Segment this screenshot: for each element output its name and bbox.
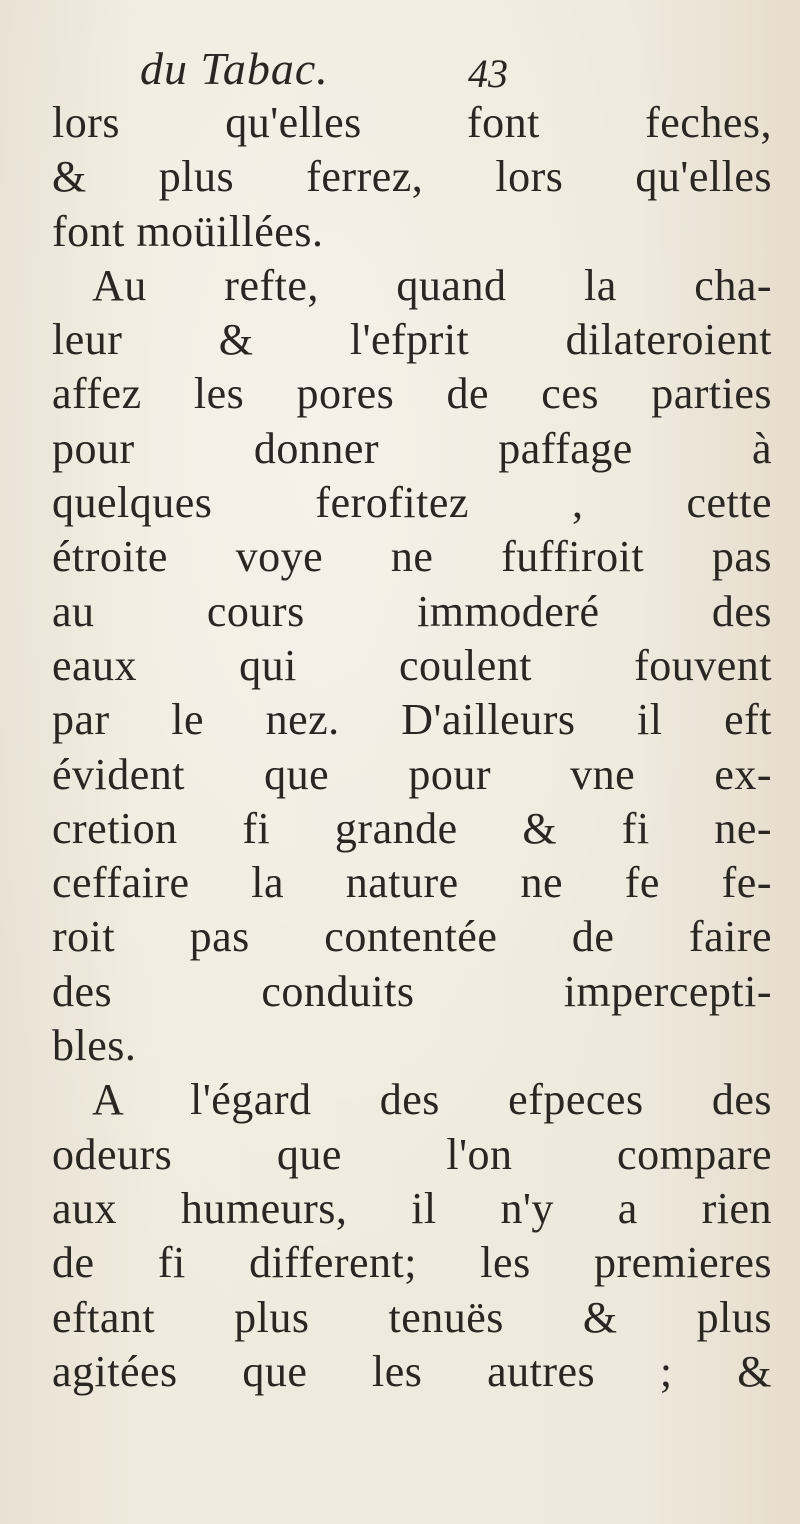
text-line: pour donner paffage à [52,423,772,473]
text-line: étroite voye ne fuffiroit pas [52,532,772,582]
text-line: agitées que les autres ; & [52,1346,772,1396]
text-line: au cours immoderé des [52,586,772,636]
text-line: A l'égard des efpeces des [92,1075,772,1125]
text-line: roit pas contentée de faire [52,912,772,962]
text-line: Au refte, quand la cha- [92,260,772,310]
text-line: & plus ferrez, lors qu'elles [52,152,772,202]
running-head [0,42,800,102]
page-number: 43 [468,51,508,96]
text-line: cretion fi grande & fi ne- [52,803,772,853]
text-line: affez les pores de ces parties [52,369,772,419]
text-line: eaux qui coulent fouvent [52,640,772,690]
text-line: font moüillées. [52,206,324,256]
text-line: évident que pour vne ex- [52,749,772,799]
text-line: de fi different; les premieres [52,1238,772,1288]
text-line: lors qu'elles font feches, [52,98,772,147]
text-line: leur & l'efprit dilateroient [52,315,772,365]
body-text [52,96,772,1399]
text-line: ceffaire la nature ne fe fe- [52,858,772,908]
text-line: odeurs que l'on compare [52,1129,772,1179]
text-line: des conduits impercepti- [52,966,772,1016]
text-line: eftant plus tenuës & plus [52,1292,772,1342]
text-line: aux humeurs, il n'y a rien [52,1183,772,1233]
running-head-title: du Tabac. [140,43,329,94]
text-line: quelques ferofitez , cette [52,478,772,528]
text-line: par le nez. D'ailleurs il eft [52,695,772,745]
text-line: bles. [52,1021,137,1071]
